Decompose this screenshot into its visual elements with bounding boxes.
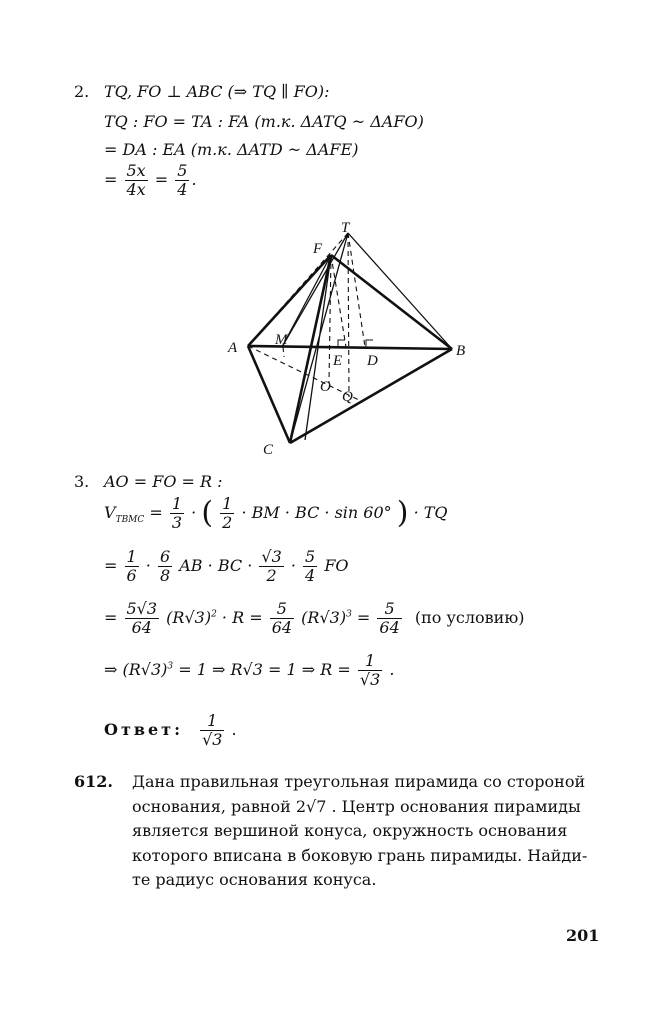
fraction-5-64: $\frac{5}{64}$ bbox=[271, 599, 293, 637]
volume-end-term: · TQ bbox=[413, 503, 448, 522]
r-root3-term: (R√3) bbox=[166, 608, 212, 627]
volume-symbol: V bbox=[104, 503, 116, 522]
problem-line: те радиус основания конуса. bbox=[132, 870, 377, 889]
fraction-1-2: $\frac{1}{2}$ bbox=[222, 494, 233, 532]
label-E: E bbox=[333, 353, 343, 369]
equals-sign: = bbox=[104, 170, 118, 189]
label-D: D bbox=[367, 353, 378, 369]
problem-line: которого вписана в боковую грань пирамиды. Найди- bbox=[132, 845, 588, 865]
fraction-5-64-b: $\frac{5}{64}$ bbox=[379, 599, 400, 637]
label-B: B bbox=[456, 343, 466, 359]
step3-line5: ⇒ $(R√3)^3 = 1$ ⇒ R√3 = 1 ⇒ R = $\frac{1}{√3}$ . bbox=[104, 651, 395, 689]
problem-number: 612. bbox=[74, 772, 113, 791]
label-T: T bbox=[341, 220, 350, 236]
volume-subscript: TBMC bbox=[115, 515, 145, 526]
fraction-numerator: 5 bbox=[177, 161, 188, 180]
figure-solid-edges bbox=[248, 255, 452, 443]
label-Q: Q bbox=[342, 389, 353, 405]
fraction-1-root3: $\frac{1}{√3}$ bbox=[359, 651, 381, 689]
fraction-root3-2: $\frac{√3}{2}$ bbox=[261, 547, 282, 585]
fraction-numerator: 5x bbox=[126, 161, 146, 180]
volume-middle-term: BM · BC · sin 60° bbox=[251, 503, 392, 522]
edge-FC bbox=[290, 255, 331, 443]
dashed-FO bbox=[329, 255, 331, 383]
fraction-5-4-b: $\frac{5}{4}$ bbox=[305, 547, 316, 585]
step2-line1: TQ, FO ⊥ ABC (⇒ TQ ∥ FO): bbox=[104, 82, 330, 101]
right-angle-E bbox=[338, 340, 345, 347]
step3-volume-line: $V_{TBMC}$ = $\frac{1}{3}$ · ( $\frac{1}{2}$ · BM · BC · sin 60° ) · TQ bbox=[104, 494, 448, 532]
problem-line: является вершиной конуса, окружность основания bbox=[132, 821, 568, 840]
step3-line3: = $\frac{1}{6}$ · $\frac{6}{8}$ AB · BC · $\frac{√3}{2}$ · $\frac{5}{4}$ FO bbox=[104, 547, 349, 585]
label-O: O bbox=[320, 379, 331, 395]
page-number: 201 bbox=[566, 926, 600, 945]
edge-AC bbox=[248, 346, 290, 443]
pyramid-figure bbox=[0, 0, 670, 470]
fraction-5root3-64: $\frac{5√3}{64}$ bbox=[126, 599, 158, 637]
label-M: M bbox=[275, 332, 288, 348]
answer-label: Ответ: bbox=[104, 720, 183, 739]
label-C: C bbox=[263, 442, 274, 458]
step2-line2: TQ : FO = TA : FA (т.к. ΔATQ ~ ΔAFO) bbox=[104, 112, 424, 131]
dashed-M-tick bbox=[283, 347, 284, 357]
problem-line: основания, равной 2√7 . Центр основания пирамиды bbox=[132, 796, 581, 816]
line3-middle: AB · BC · bbox=[179, 556, 253, 575]
answer-fraction: $\frac{1}{√3}$ bbox=[202, 711, 223, 749]
step3-line1: AO = FO = R : bbox=[104, 472, 223, 491]
line3-end: FO bbox=[324, 556, 349, 575]
step2-line3: = DA : EA (т.к. ΔATD ~ ΔAFE) bbox=[104, 140, 359, 159]
dashed-TD bbox=[348, 233, 365, 347]
fraction-1-6: $\frac{1}{6}$ bbox=[126, 547, 137, 585]
step2-number: 2. bbox=[74, 82, 90, 101]
right-angle-D bbox=[366, 340, 373, 347]
label-F: F bbox=[313, 241, 323, 257]
problem-line: Дана правильная треугольная пирамида со стороной bbox=[132, 772, 586, 791]
line5-start: ⇒ (R√3) bbox=[104, 660, 168, 679]
figure-dashed-lines bbox=[248, 233, 365, 402]
figure-thin-edges bbox=[282, 233, 452, 443]
problem-text bbox=[132, 770, 587, 893]
fraction-denominator: 4 bbox=[177, 180, 188, 199]
condition-note: (по условию) bbox=[414, 608, 525, 627]
right-angle-marks bbox=[338, 340, 373, 347]
line5-rest: = 1 ⇒ R√3 = 1 ⇒ R = bbox=[178, 660, 351, 679]
fraction-denominator: 4x bbox=[126, 180, 146, 199]
fraction-6-8: $\frac{6}{8}$ bbox=[159, 547, 171, 585]
label-A: A bbox=[228, 340, 238, 356]
step3-number: 3. bbox=[74, 472, 90, 491]
fraction-1-3: $\frac{1}{3}$ bbox=[171, 494, 183, 532]
answer-line: Ответ: $\frac{1}{√3}$ . bbox=[104, 711, 237, 749]
step2-line4: = $\frac{5x}{4x}$ = $\frac{5}{4}$ . bbox=[104, 161, 197, 199]
dashed-TQ bbox=[348, 233, 349, 397]
step3-line4: = $\frac{5√3}{64}$ $(R√3)^2 \cdot R$ = $\frac{5}{64}$ $(R√3)^3$ = $\frac{5}{64}$ (по условию) bbox=[104, 599, 525, 637]
edge-TB bbox=[348, 233, 452, 349]
